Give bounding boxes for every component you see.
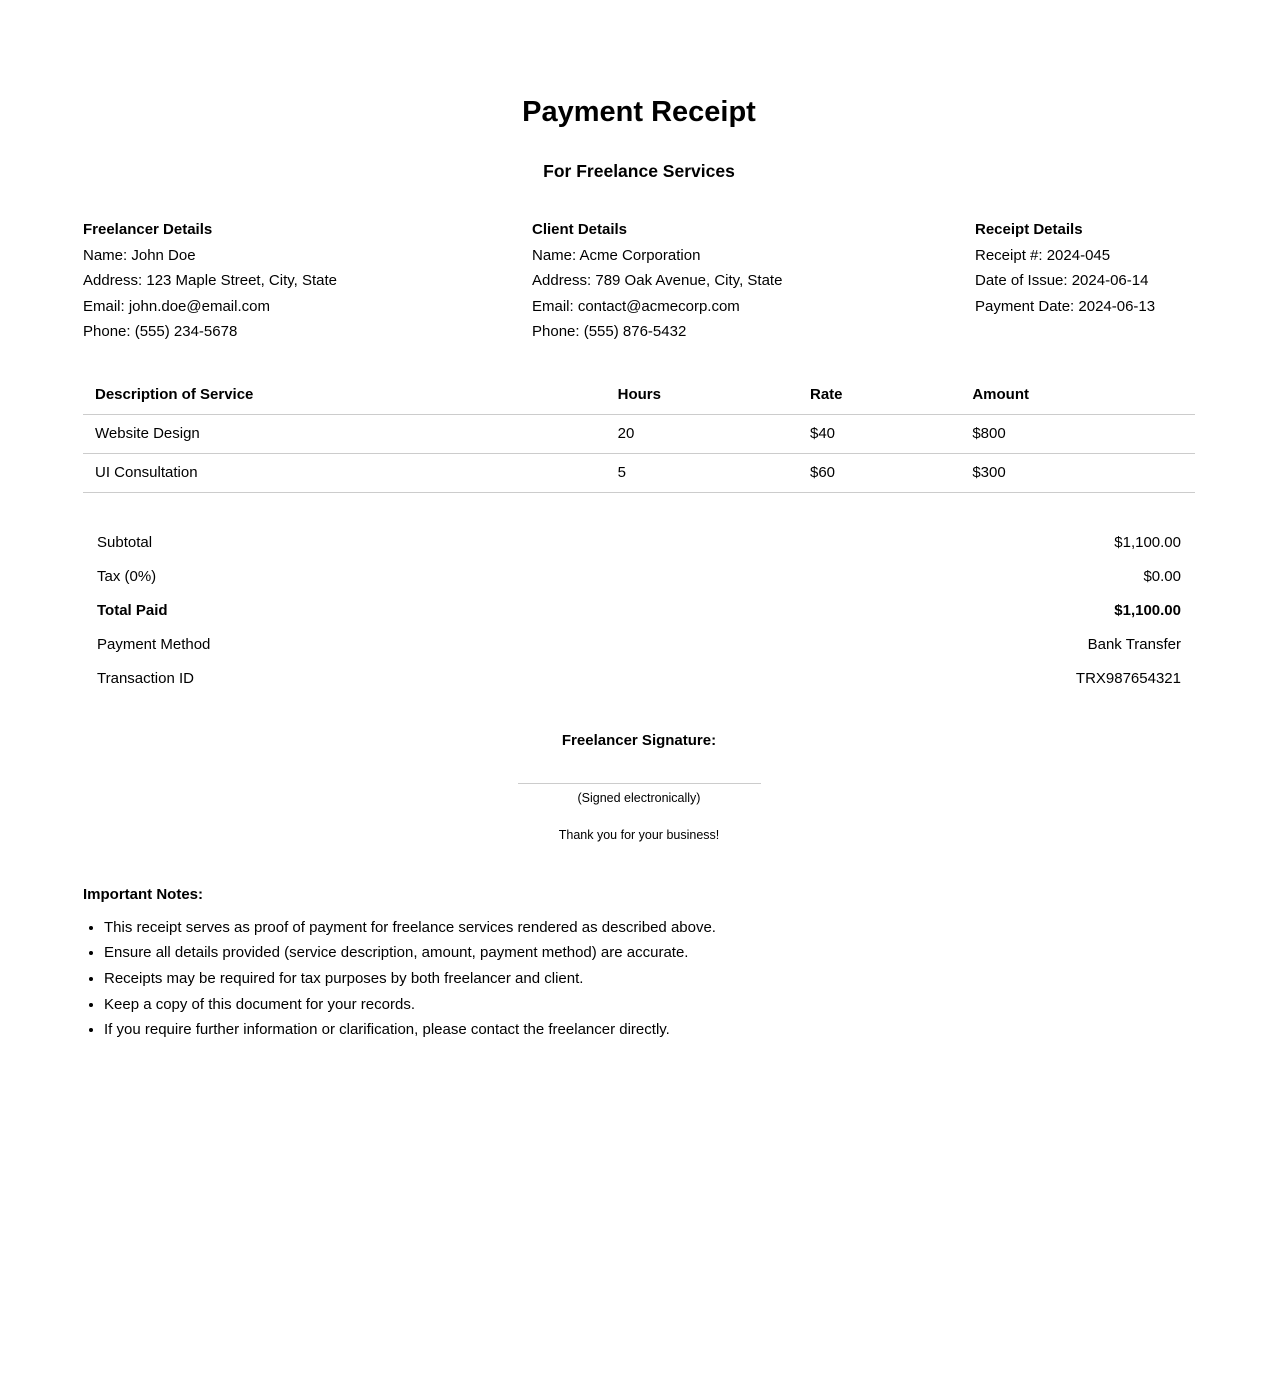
receipt-issue-date: Date of Issue: 2024-06-14 (975, 272, 1149, 289)
service-description: UI Consultation (83, 453, 606, 492)
header-description: Description of Service (83, 376, 606, 415)
summary-row-transaction-id (83, 662, 1195, 696)
receipt-payment-date: Payment Date: 2024-06-13 (975, 297, 1156, 315)
important-notes-list (83, 915, 1195, 1044)
client-details-heading: Client Details (532, 221, 628, 238)
service-amount: $800 (960, 414, 1195, 453)
service-hours: 20 (606, 414, 798, 453)
service-amount: $300 (960, 453, 1195, 492)
transaction-id-label: Transaction ID (97, 669, 194, 687)
page-subtitle: For Freelance Services (543, 161, 735, 181)
summary-row-tax (83, 560, 1195, 594)
receipt-document (83, 95, 1195, 1043)
signature-line (518, 783, 761, 784)
tax-label: Tax (0%) (97, 567, 157, 585)
freelancer-name: Name: John Doe (83, 246, 196, 264)
subtotal-label: Subtotal (97, 533, 153, 551)
freelancer-details-heading: Freelancer Details (83, 221, 213, 238)
freelancer-phone: Phone: (555) 234-5678 (83, 323, 238, 340)
summary-row-payment-method (83, 628, 1195, 662)
receipt-details-heading: Receipt Details (975, 221, 1083, 238)
details-section (83, 217, 1195, 345)
client-details (532, 217, 975, 345)
freelancer-email: Email: john.doe@email.com (83, 297, 270, 315)
client-email: Email: contact@acmecorp.com (532, 297, 740, 315)
client-phone: Phone: (555) 876-5432 (532, 323, 687, 340)
payment-method-label: Payment Method (97, 635, 211, 653)
header-hours: Hours (606, 376, 798, 415)
service-rate: $40 (798, 414, 960, 453)
service-description: Website Design (83, 414, 606, 453)
list-item: • This receipt serves as proof of payment for freelance services rendered as described above. (104, 915, 1195, 941)
summary-row-total-paid (83, 594, 1195, 628)
important-notes-section (83, 882, 1195, 1044)
signature-heading: Freelancer Signature: (561, 731, 717, 749)
summary-row-subtotal (83, 526, 1195, 560)
transaction-id-value: TRX987654321 (1075, 669, 1181, 687)
service-hours: 5 (606, 453, 798, 492)
service-rate: $60 (798, 453, 960, 492)
receipt-number: Receipt #: 2024-045 (975, 246, 1111, 264)
freelancer-address: Address: 123 Maple Street, City, State (83, 272, 338, 289)
total-paid-value: $1,100.00 (1114, 601, 1181, 619)
receipt-details (975, 217, 1195, 345)
payment-summary (83, 526, 1195, 696)
page-title: Payment Receipt (522, 96, 756, 128)
signature-section (83, 728, 1195, 844)
subtotal-value: $1,100.00 (1114, 533, 1181, 551)
list-item: • Keep a copy of this document for your records. (104, 992, 1195, 1018)
payment-method-value: Bank Transfer (1087, 635, 1181, 653)
services-table-header-row (83, 376, 1195, 415)
client-name: Name: Acme Corporation (532, 246, 701, 264)
signed-electronically-note: (Signed electronically) (577, 790, 701, 805)
services-table (83, 376, 1195, 493)
tax-value: $0.00 (1143, 567, 1181, 585)
header-amount: Amount (960, 376, 1195, 415)
client-address: Address: 789 Oak Avenue, City, State (532, 272, 783, 289)
table-row (83, 414, 1195, 453)
table-row (83, 453, 1195, 492)
important-notes-heading: Important Notes: (83, 885, 203, 903)
list-item: • If you require further information or clarification, please contact the freelancer directly. (104, 1017, 1195, 1043)
freelancer-details (83, 217, 532, 345)
list-item: • Receipts may be required for tax purposes by both freelancer and client. (104, 966, 1195, 992)
total-paid-label: Total Paid (97, 601, 168, 619)
header-rate: Rate (798, 376, 960, 415)
thank-you-note: Thank you for your business! (558, 827, 720, 842)
list-item: • Ensure all details provided (service description, amount, payment method) are accurate. (104, 940, 1195, 966)
